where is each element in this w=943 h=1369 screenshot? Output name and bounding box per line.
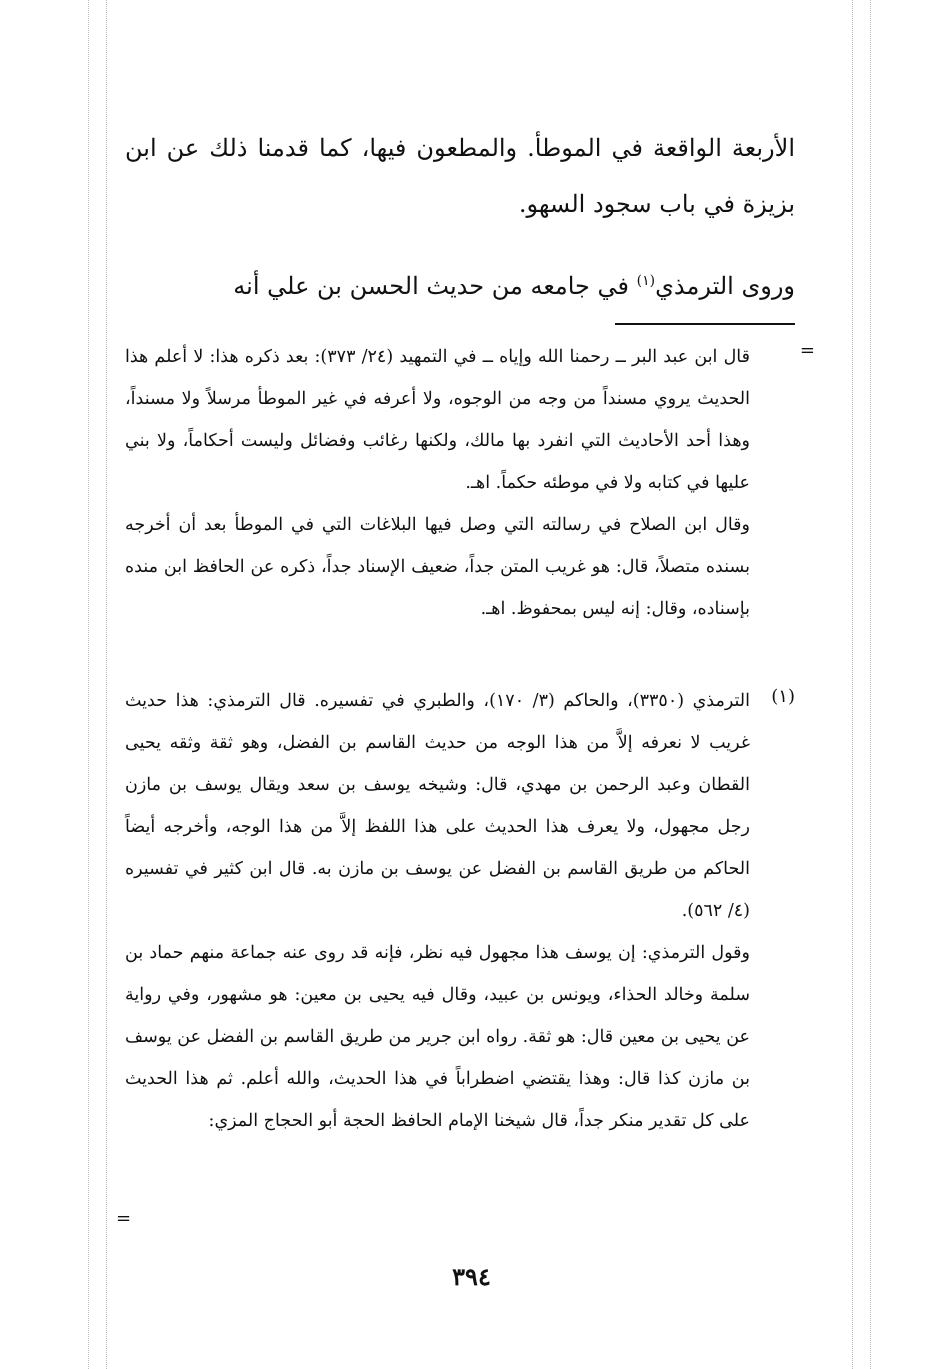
scan-guide-line (870, 0, 871, 1369)
footnote-reference: (١) (636, 273, 656, 289)
page-number: ٣٩٤ (452, 1262, 491, 1291)
footnote-paragraph: وقول الترمذي: إن يوسف هذا مجهول فيه نظر، فإنه قد روى عنه جماعة منهم حماد بن سلمة وخالد الحذاء، ويونس بن عبيد، وقال فيه يحيى بن معين: هو مشهور، وفي رواية عن يحيى بن معين قال: هو ثقة. رواه ابن جرير من طريق القاسم بن الفضل عن يوسف بن مازن كذا قال: وهذا يقتضي اضطراباً في هذا الحديث، والله أعلم. ثم هذا الحديث على كل تقدير منكر جداً، قال شيخنا الإمام الحافظ الحجة أبو الحجاج المزي: (125, 943, 750, 1131)
scan-guide-line (106, 0, 107, 1369)
continuation-footnote (125, 336, 750, 630)
footnote-separator (615, 323, 795, 325)
main-paragraph: الأربعة الواقعة في الموطأ. والمطعون فيها، كما قدمنا ذلك عن ابن بزيزة في باب سجود السهو. (125, 134, 795, 218)
footnote-number: (١) (771, 686, 795, 707)
continues-marker: = (116, 1208, 132, 1229)
main-text (125, 120, 795, 314)
main-text-segment: في جامعه من حديث الحسن بن علي أنه (233, 272, 637, 300)
footnote-paragraph: قال ابن عبد البر ــ رحمنا الله وإياه ــ في التمهيد (٢٤/ ٣٧٣): بعد ذكره هذا: لا أعلم هذا الحديث يروي مسنداً من وجه من الوجوه، ولا أعرفه في غير الموطأ مرسلاً ولا مسنداً، وهذا أحد الأحاديث التي انفرد بها مالك، ولكنها رغائب وفضائل وليست أحكاماً، ولا بني عليها في كتابه ولا في موطئه حكماً. اهـ. (125, 347, 750, 493)
scan-guide-line (88, 0, 89, 1369)
footnote-paragraph: الترمذي (٣٣٥٠)، والحاكم (٣/ ١٧٠)، والطبري في تفسيره. قال الترمذي: هذا حديث غريب لا نعرفه إلاَّ من هذا الوجه من حديث القاسم بن الفضل، وهو ثقة وثقه يحيى القطان وعبد الرحمن بن مهدي، قال: وشيخه يوسف بن سعد ويقال يوسف بن مازن رجل مجهول، ولا يعرف هذا الحديث على هذا اللفظ إلاَّ من هذا الوجه، وأخرجه أيضاً الحاكم من طريق القاسم بن الفضل عن يوسف بن مازن به. قال ابن كثير في تفسيره (٤/ ٥٦٢). (125, 691, 750, 921)
main-text-segment: وروى الترمذي (655, 272, 795, 300)
footnote-1 (125, 680, 750, 1142)
footnote-paragraph: وقال ابن الصلاح في رسالته التي وصل فيها البلاغات التي في الموطأ بعد أن أخرجه بسنده متصلاً، قال: هو غريب المتن جداً، ضعيف الإسناد جداً، ذكره عن الحافظ ابن منده بإسناده، وقال: إنه ليس بمحفوظ. اهـ. (125, 515, 750, 619)
scan-guide-line (852, 0, 853, 1369)
continuation-marker: = (799, 340, 815, 361)
main-paragraph (125, 258, 795, 314)
